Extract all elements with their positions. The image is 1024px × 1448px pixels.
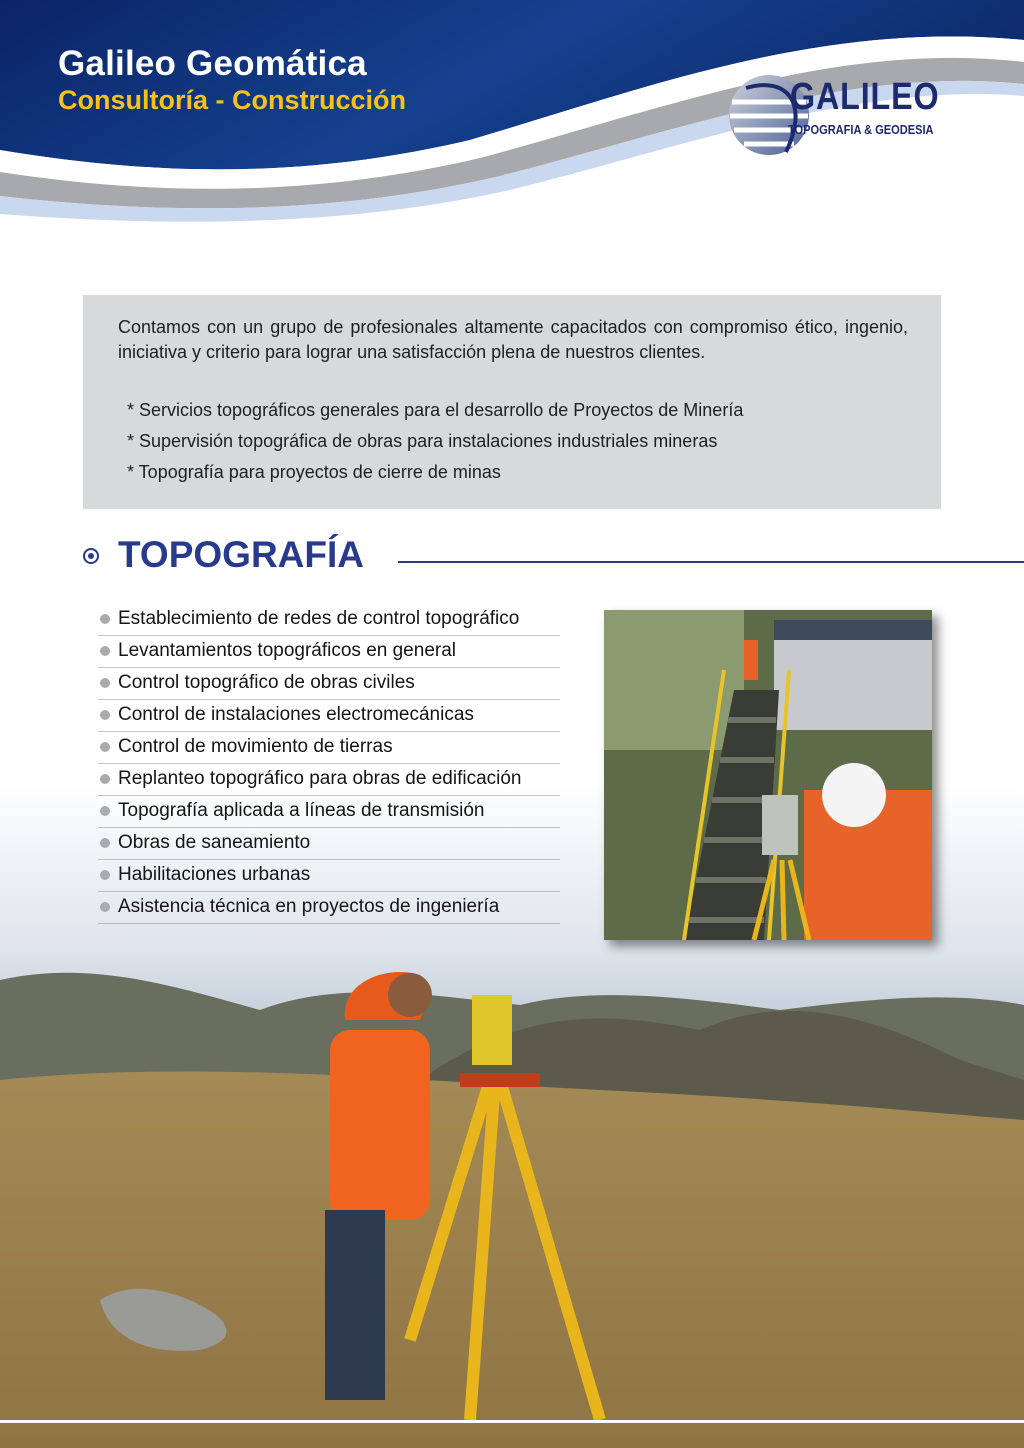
list-item: Asistencia técnica en proyectos de ingeniería bbox=[98, 892, 560, 924]
company-subtitle: Consultoría - Construcción bbox=[58, 85, 407, 115]
bullet-icon bbox=[100, 806, 110, 816]
list-item: Control topográfico de obras civiles bbox=[98, 668, 560, 700]
intro-paragraph: Contamos con un grupo de profesionales altamente capacitados con compromiso ético, ingenio, iniciativa y criterio para lograr una satisfacción plena de nuestros clientes. bbox=[118, 317, 908, 362]
service-item: * Topografía para proyectos de cierre de minas bbox=[127, 462, 501, 482]
bottom-rule bbox=[0, 1420, 1024, 1423]
bullet-icon bbox=[100, 742, 110, 752]
bullet-icon bbox=[100, 614, 110, 624]
section-title: TOPOGRAFÍA bbox=[118, 534, 364, 575]
bullet-icon bbox=[100, 646, 110, 656]
list-item: Habilitaciones urbanas bbox=[98, 860, 560, 892]
topography-list bbox=[98, 604, 560, 924]
list-item: Control de instalaciones electromecánicas bbox=[98, 700, 560, 732]
company-title: Galileo Geomática bbox=[58, 44, 367, 83]
bullet-icon bbox=[100, 710, 110, 720]
section-bullet-icon bbox=[83, 548, 99, 564]
bullet-icon bbox=[100, 838, 110, 848]
list-item: Control de movimiento de tierras bbox=[98, 732, 560, 764]
list-item: Establecimiento de redes de control topográfico bbox=[98, 604, 560, 636]
intro-box bbox=[83, 295, 941, 509]
list-item: Topografía aplicada a líneas de transmisión bbox=[98, 796, 560, 828]
bullet-icon bbox=[100, 902, 110, 912]
bullet-icon bbox=[100, 678, 110, 688]
section-divider bbox=[398, 561, 1024, 563]
list-item: Obras de saneamiento bbox=[98, 828, 560, 860]
galileo-logo bbox=[726, 70, 956, 160]
service-item: * Servicios topográficos generales para el desarrollo de Proyectos de Minería bbox=[127, 400, 744, 420]
service-item: * Supervisión topográfica de obras para instalaciones industriales mineras bbox=[127, 431, 718, 451]
bullet-icon bbox=[100, 774, 110, 784]
bullet-icon bbox=[100, 870, 110, 880]
list-item: Replanteo topográfico para obras de edificación bbox=[98, 764, 560, 796]
staircase-photo bbox=[604, 610, 932, 940]
logo-tagline: TOPOGRAFIA & GEODESIA bbox=[788, 122, 934, 137]
site-photo bbox=[604, 610, 932, 940]
logo-name: GALILEO bbox=[790, 76, 940, 118]
services-list bbox=[127, 395, 743, 488]
list-item: Levantamientos topográficos en general bbox=[98, 636, 560, 668]
